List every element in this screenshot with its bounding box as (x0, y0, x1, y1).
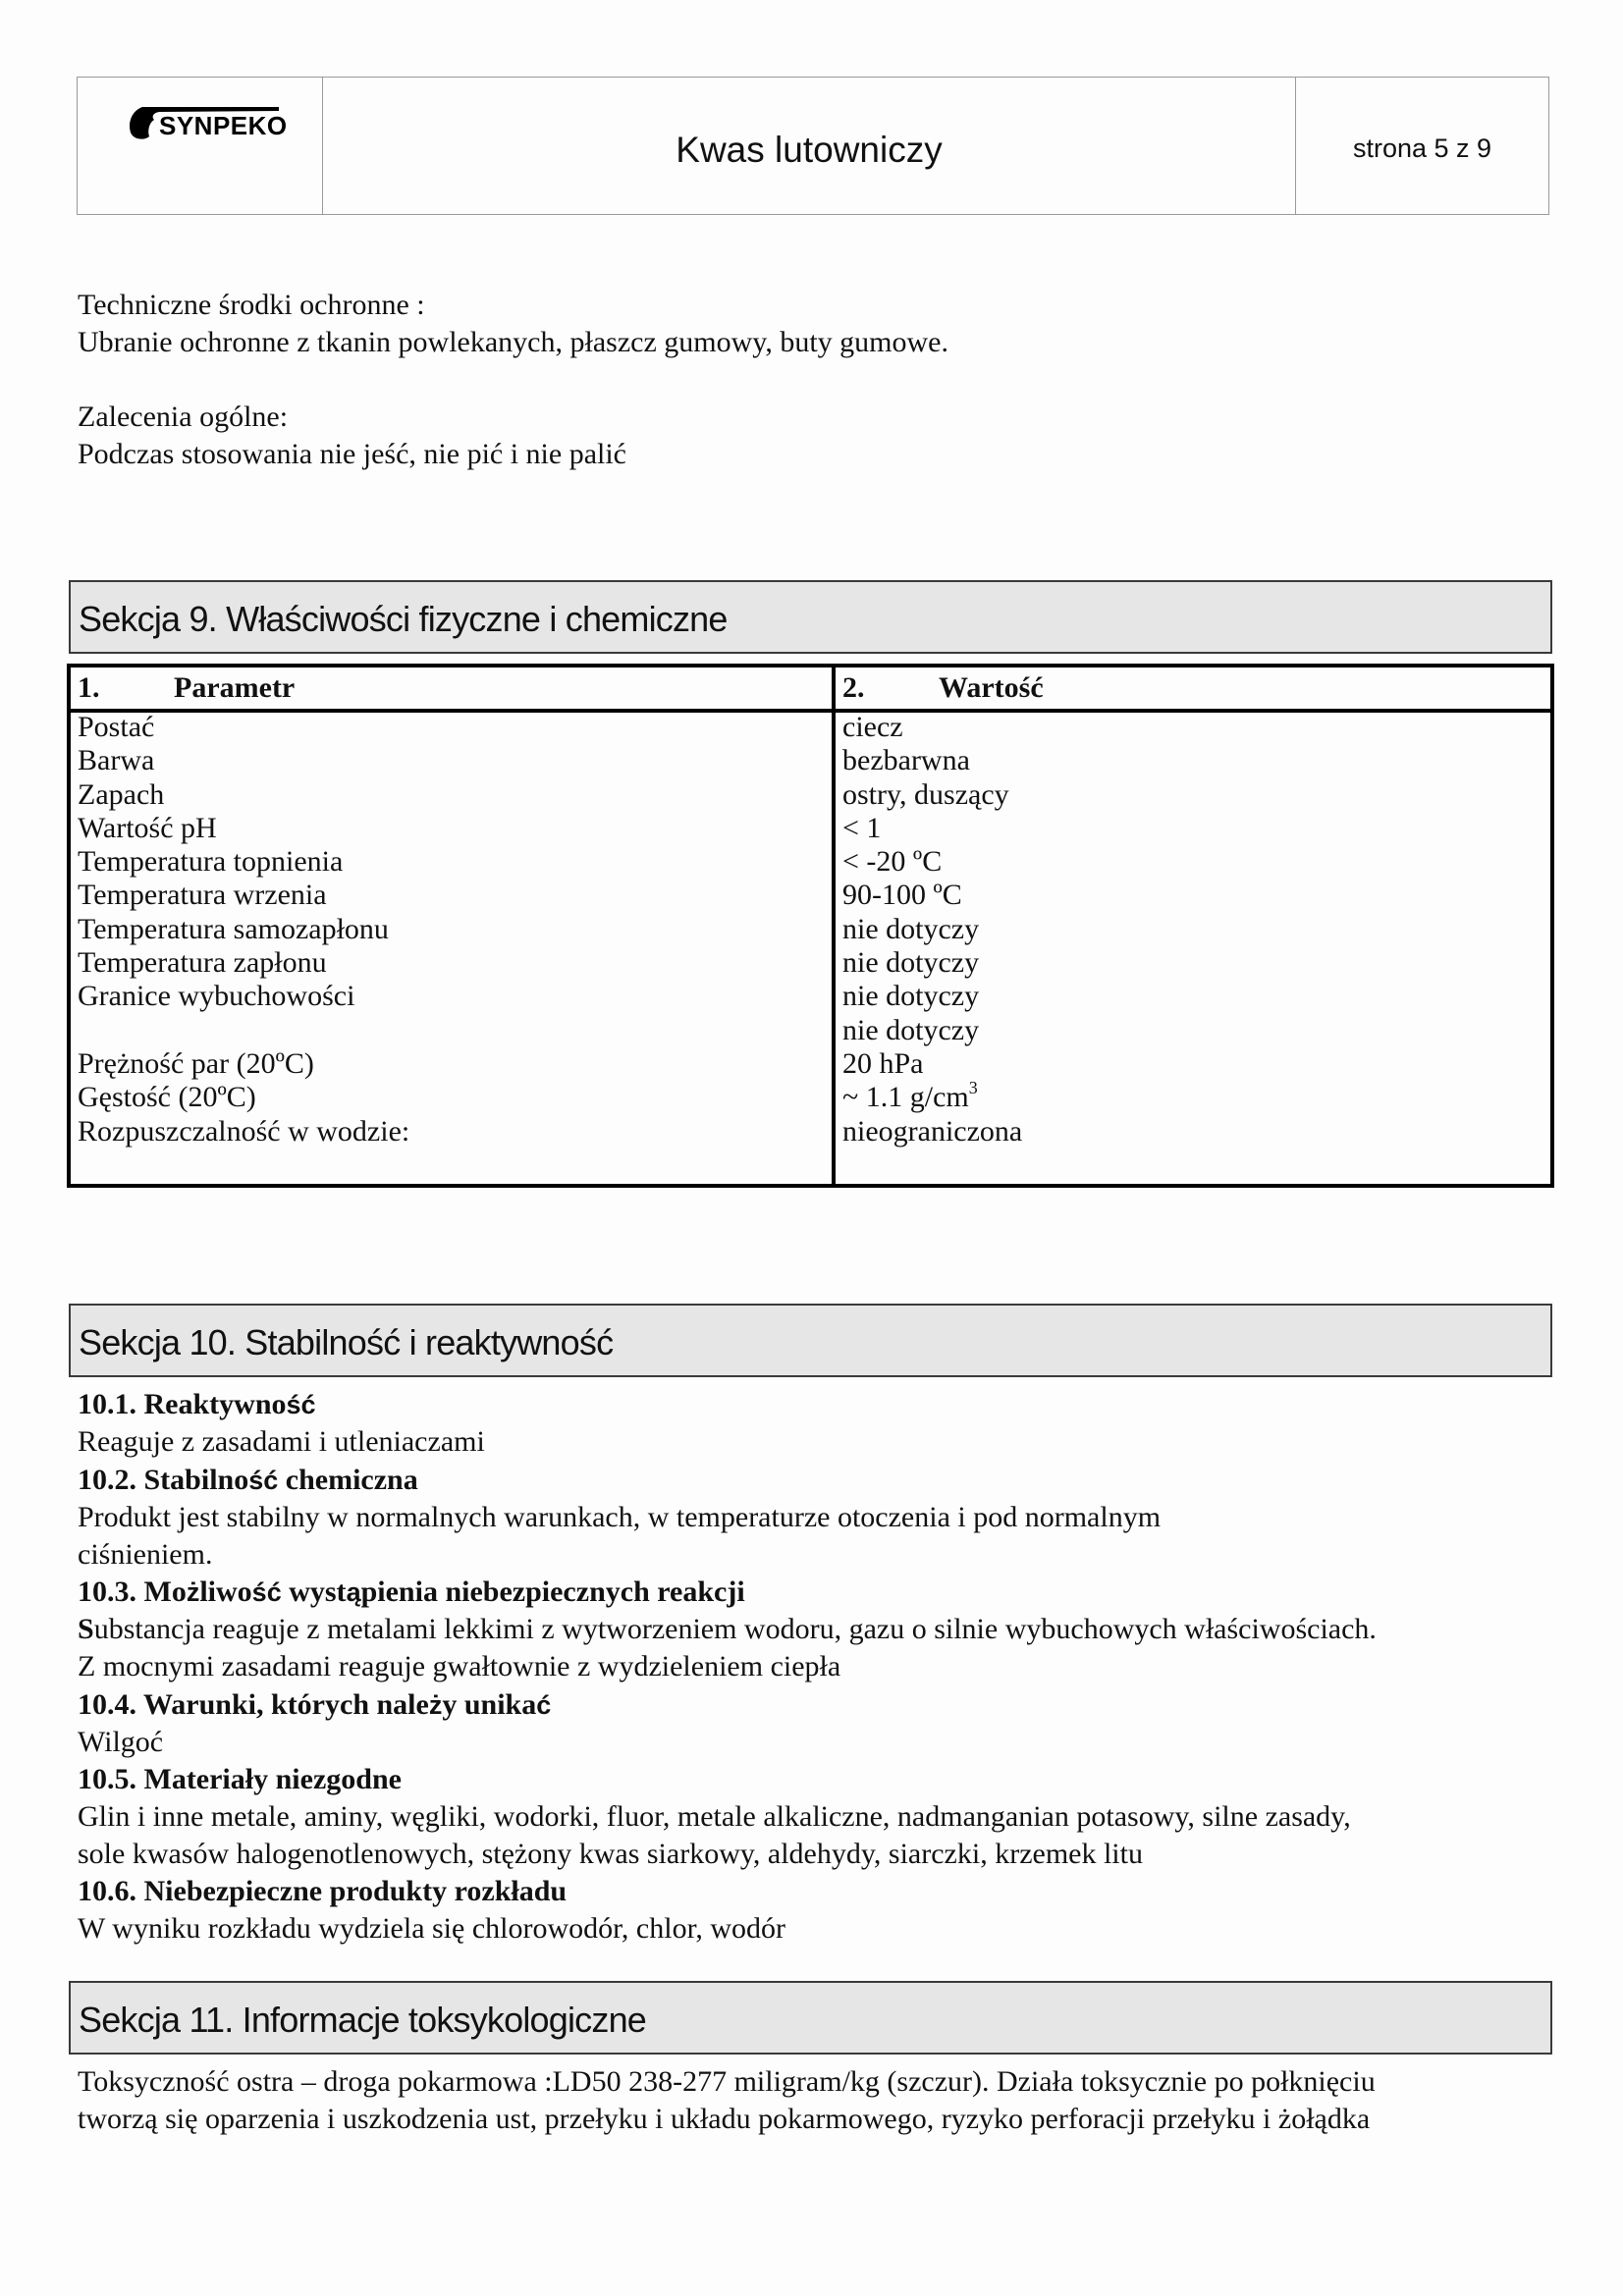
text-10-2-line1: Produkt jest stabilny w normalnych warunkach, w temperaturze otoczenia i pod normalnym (78, 1501, 1162, 1533)
section-10-heading: Sekcja 10. Stabilność i reaktywność (69, 1304, 1552, 1377)
text-10-3-line2: Z mocnymi zasadami reaguje gwałtownie z wydzieleniem ciepła (78, 1650, 841, 1682)
table-cell (842, 1078, 1022, 1114)
table-cell: 20 hPa (842, 1046, 924, 1080)
text-10-4: Wilgoć (78, 1726, 164, 1758)
table-column-divider (832, 667, 836, 1184)
toxicology-text-line2: tworzą się oparzenia i uszkodzenia ust, przełyku i układu pokarmowego, ryzyko perforacji przełyku i żołądka (78, 2103, 1371, 2135)
table-cell: Zapach (78, 777, 165, 811)
logo-text: SYNPEKO (159, 111, 288, 140)
text-10-1: Reaguje z zasadami i utleniaczami (78, 1425, 485, 1458)
table-cell: Postać (78, 711, 155, 743)
table-cell: Granice wybuchowości (78, 980, 355, 1013)
toxicology-text-line1: Toksyczność ostra – droga pokarmowa :LD50 238-277 miligram/kg (szczur). Działa toksycznie po połknięciu (78, 2065, 1376, 2098)
text-10-3-line1: Substancja reaguje z metalami lekkimi z wytworzeniem wodoru, gazu o silnie wybuchowych właściwościach. (78, 1613, 1377, 1645)
value-column (842, 711, 1022, 1148)
table-cell: nie dotyczy (842, 980, 980, 1013)
table-cell: Temperatura topnienia (78, 845, 344, 879)
text-10-5-line2: sole kwasów halogenotlenowych, stężony kwas siarkowy, aldehydy, siarczki, krzemek litu (78, 1838, 1143, 1870)
technical-protection-text: Ubranie ochronne z tkanin powlekanych, płaszcz gumowy, buty gumowe. (78, 326, 948, 358)
text-10-2-line2: ciśnieniem. (78, 1538, 213, 1571)
subheading-10-4: 10.4. Warunki, których należy unikać (78, 1688, 552, 1721)
technical-protection-label: Techniczne środki ochronne : (78, 289, 425, 321)
document-title: Kwas lutowniczy (323, 78, 1296, 214)
text-10-6: W wyniku rozkładu wydziela się chlorowodór, chlor, wodór (78, 1912, 786, 1945)
table-cell: nie dotyczy (842, 912, 980, 945)
subheading-10-1: 10.1. Reaktywność (78, 1388, 316, 1420)
table-header-parameter: 1. Parametr (78, 671, 296, 704)
parameter-column (78, 711, 409, 1148)
table-cell: Prężność par (20ºC) (78, 1046, 314, 1080)
logo-cell (78, 78, 323, 214)
synpeko-logo (130, 105, 288, 140)
general-recommendations-text: Podczas stosowania nie jeść, nie pić i nie palić (78, 438, 626, 470)
table-cell: ciecz (842, 711, 903, 743)
table-header-row (71, 667, 1550, 713)
subheading-10-6: 10.6. Niebezpieczne produkty rozkładu (78, 1875, 568, 1907)
table-cell (78, 1014, 409, 1047)
table-cell: bezbarwna (842, 744, 970, 777)
subheading-10-2: 10.2. Stabilność chemiczna (78, 1464, 418, 1496)
table-cell: Rozpuszczalność w wodzie: (78, 1114, 410, 1148)
density-superscript: 3 (968, 1078, 978, 1098)
table-cell: Wartość pH (78, 811, 217, 844)
table-cell: ostry, duszący (842, 777, 1009, 811)
table-cell: nie dotyczy (842, 1013, 980, 1046)
general-recommendations-label: Zalecenia ogólne: (78, 400, 289, 433)
table-cell: Gęstość (20ºC) (78, 1081, 256, 1114)
table-cell: nie dotyczy (842, 946, 980, 980)
subheading-10-5: 10.5. Materiały niezgodne (78, 1763, 402, 1795)
table-cell: 90-100 ºC (842, 879, 962, 912)
table-cell: nieograniczona (842, 1114, 1023, 1148)
table-cell: Temperatura samozapłonu (78, 912, 389, 945)
document-header (77, 77, 1549, 215)
page-indicator: strona 5 z 9 (1352, 133, 1492, 163)
table-cell: < 1 (842, 811, 882, 844)
table-cell: Barwa (78, 744, 155, 777)
section-11-heading: Sekcja 11. Informacje toksykologiczne (69, 1981, 1552, 2055)
text-10-5-line1: Glin i inne metale, aminy, węgliki, wodorki, fluor, metale alkaliczne, nadmanganian potasowy, silne zasady, (78, 1800, 1351, 1833)
subheading-10-3: 10.3. Możliwość wystąpienia niebezpiecznych reakcji (78, 1575, 745, 1608)
properties-table (67, 664, 1554, 1188)
density-value: ~ 1.1 g/cm (842, 1081, 969, 1114)
table-cell: < -20 ºC (842, 845, 943, 879)
table-cell: Temperatura wrzenia (78, 879, 327, 912)
table-cell: Temperatura zapłonu (78, 946, 327, 980)
table-header-value: 2. Wartość (842, 671, 1044, 704)
section-9-heading: Sekcja 9. Właściwości fizyczne i chemiczne (69, 580, 1552, 654)
